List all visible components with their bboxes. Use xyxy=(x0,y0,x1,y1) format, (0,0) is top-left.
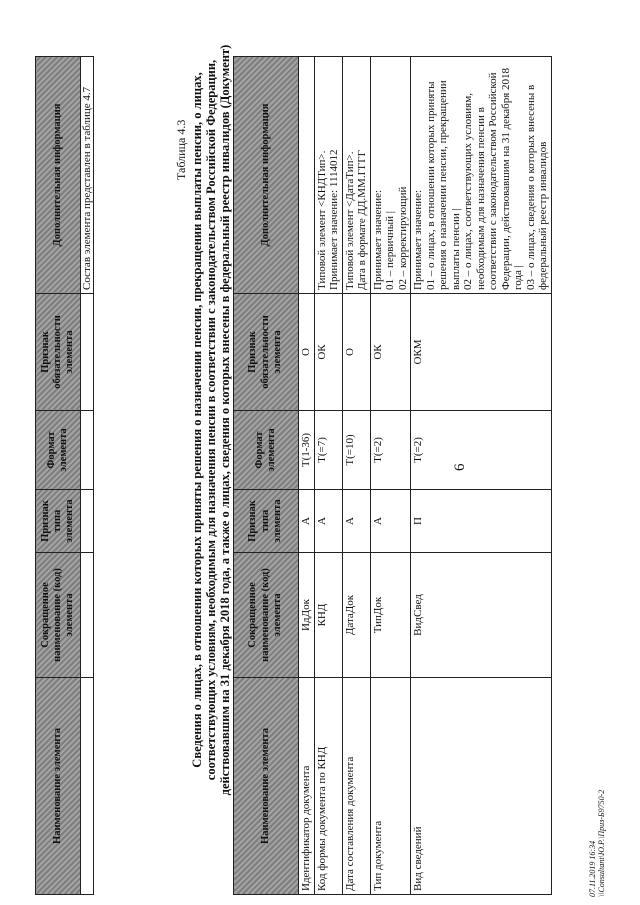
top-cell-format xyxy=(81,411,94,490)
cell-element-info: Принимает значение: 01 – о лицах, в отношении которых приняты решения о назначении пенсии, прекращении выплаты пенсии | 02 – о лицах, соответствующих условиям, необходимым для назначения пенсии в соответствии с законодательством Российской Федерации, действовавшим на 31 декабря 2018 года | 03 – о лицах, сведения о которых внесены в федеральный реестр инвалидов xyxy=(411,57,552,294)
table-row xyxy=(314,57,342,895)
top-cell-required xyxy=(81,294,94,411)
cell-element-required: ОК xyxy=(314,294,342,411)
top-cell-info: Состав элемента представлен в таблице 4.7 xyxy=(81,57,94,294)
cell-element-required: ОКМ xyxy=(411,294,552,411)
top-header-required: Признак обязательности элемента xyxy=(36,294,81,411)
cell-element-name: Дата составления документа xyxy=(342,678,370,895)
cell-element-code: ДатаДок xyxy=(342,553,370,678)
footer-path: \\Consultant\Ю.Р.\Приз-Б9750-2 xyxy=(597,789,606,897)
table-label: Таблица 4.3 xyxy=(174,119,188,180)
top-header-info: Дополнительная информация xyxy=(36,57,81,294)
top-cell-name xyxy=(81,678,94,895)
top-header-type: Признак типа элемента xyxy=(36,490,81,553)
cell-element-format: T(1-36) xyxy=(299,411,315,490)
top-header-code: Сокращенное наименование (код) элемента xyxy=(36,553,81,678)
cell-element-name: Вид сведений xyxy=(411,678,552,895)
footer-date: 07.11.2019 16:34 xyxy=(588,840,597,897)
top-header-format: Формат элемента xyxy=(36,411,81,490)
cell-element-code: КНД xyxy=(314,553,342,678)
header-code: Сокращенное наименование (код) элемента xyxy=(234,553,299,678)
cell-element-name: Тип документа xyxy=(370,678,411,895)
cell-element-required: О xyxy=(299,294,315,411)
cell-element-format: T(=7) xyxy=(314,411,342,490)
main-table-header-row xyxy=(234,57,299,895)
header-name: Наименование элемента xyxy=(234,678,299,895)
main-table xyxy=(233,56,552,895)
cell-element-format: T(=2) xyxy=(370,411,411,490)
cell-element-format: T(=10) xyxy=(342,411,370,490)
cell-element-required: О xyxy=(342,294,370,411)
cell-element-type: А xyxy=(314,490,342,553)
header-format: Формат элемента xyxy=(234,411,299,490)
top-table-header-row xyxy=(36,57,81,895)
cell-element-code: ИдДок xyxy=(299,553,315,678)
cell-element-info: Принимает значение: 01 – первичный | 02 – корректирующий xyxy=(370,57,411,294)
cell-element-code: ВидСвед xyxy=(411,553,552,678)
cell-element-info: Типовой элемент <КНДТип>. Принимает значение: 1114012 xyxy=(314,57,342,294)
top-table-row xyxy=(81,57,94,895)
header-type: Признак типа элемента xyxy=(234,490,299,553)
top-header-name: Наименование элемента xyxy=(36,678,81,895)
cell-element-type: А xyxy=(370,490,411,553)
top-table-fragment xyxy=(35,56,94,895)
cell-element-type: А xyxy=(342,490,370,553)
page-number: 6 xyxy=(452,463,468,471)
table-row xyxy=(370,57,411,895)
table-row xyxy=(411,57,552,895)
cell-element-info: Типовой элемент <ДатаТип>. Дата в формате ДД.ММ.ГГГГ xyxy=(342,57,370,294)
table-row xyxy=(342,57,370,895)
cell-element-code: ТипДок xyxy=(370,553,411,678)
top-cell-code xyxy=(81,553,94,678)
footer xyxy=(588,790,606,897)
cell-element-type: П xyxy=(411,490,552,553)
table-row xyxy=(299,57,315,895)
table-caption: Сведения о лицах, в отношении которых приняты решения о назначении пенсии, прекращении выплаты пенсии, о лицах, соответствующих условиям, необходимым для назначения пенсии в соответствии с законодательством Российской Федерации, действовавшим на 31 декабря 2018 года, а также о лицах, сведения о которых внесены в федеральный реестр инвалидов (Документ) xyxy=(190,44,232,796)
cell-element-type: А xyxy=(299,490,315,553)
header-info: Дополнительная информация xyxy=(234,57,299,294)
cell-element-name: Идентификатор документа xyxy=(299,678,315,895)
cell-element-name: Код формы документа по КНД xyxy=(314,678,342,895)
cell-element-required: ОК xyxy=(370,294,411,411)
cell-element-format: T(=2) xyxy=(411,411,552,490)
cell-element-info xyxy=(299,57,315,294)
header-required: Признак обязательности элемента xyxy=(234,294,299,411)
top-cell-type xyxy=(81,490,94,553)
